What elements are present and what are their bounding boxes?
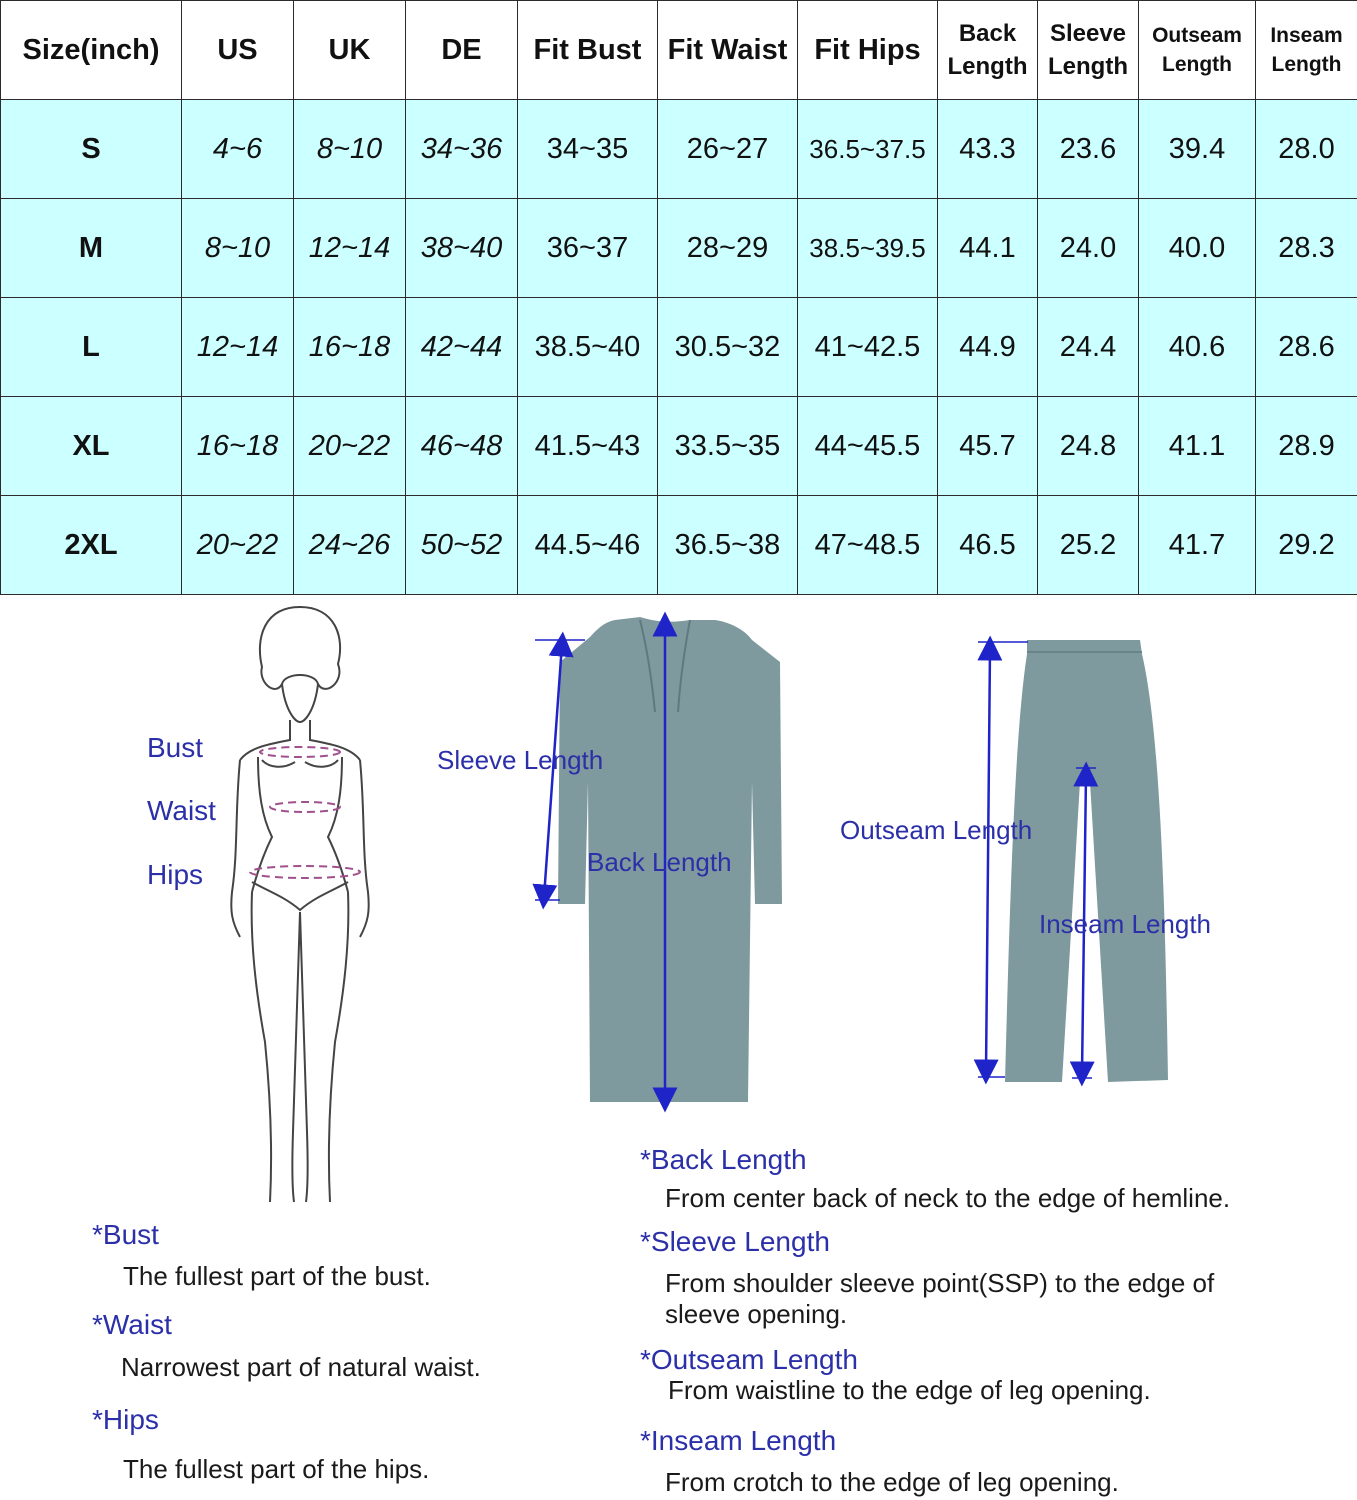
- outseam-length-label: Outseam Length: [840, 815, 1033, 845]
- definition-term-back-length: *Back Length: [640, 1144, 807, 1175]
- body-measurement-lines-icon: [250, 747, 360, 878]
- cell-uk: 20~22: [294, 397, 406, 496]
- cell-back-length: 44.9: [938, 298, 1038, 397]
- cell-fit-bust: 44.5~46: [518, 496, 658, 595]
- cell-outseam-length: 41.1: [1139, 397, 1256, 496]
- cell-back-length: 44.1: [938, 199, 1038, 298]
- cell-inseam-length: 28.0: [1256, 100, 1357, 199]
- cell-fit-bust: 34~35: [518, 100, 658, 199]
- cell-sleeve-length: 23.6: [1038, 100, 1139, 199]
- table-row: [1, 397, 1357, 496]
- waist-label: Waist: [147, 795, 216, 826]
- cell-fit-hips: 36.5~37.5: [798, 100, 938, 199]
- cell-inseam-length: 28.3: [1256, 199, 1357, 298]
- cell-uk: 8~10: [294, 100, 406, 199]
- header-sleeve-length: Sleeve Length: [1038, 1, 1139, 100]
- header-inseam-length: Inseam Length: [1256, 1, 1357, 100]
- table-row: [1, 496, 1357, 595]
- cell-inseam-length: 28.6: [1256, 298, 1357, 397]
- cell-fit-hips: 47~48.5: [798, 496, 938, 595]
- cell-fit-hips: 41~42.5: [798, 298, 938, 397]
- definition-desc-outseam-length: From waistline to the edge of leg opening.: [668, 1375, 1151, 1405]
- sleeve-length-label: Sleeve Length: [437, 745, 604, 775]
- cell-fit-bust: 41.5~43: [518, 397, 658, 496]
- definition-term-bust: *Bust: [92, 1219, 159, 1250]
- definition-term-waist: *Waist: [92, 1309, 172, 1340]
- header-back-length: Back Length: [938, 1, 1038, 100]
- hips-label: Hips: [147, 859, 204, 890]
- cell-sleeve-length: 24.8: [1038, 397, 1139, 496]
- cell-sleeve-length: 24.4: [1038, 298, 1139, 397]
- header-outseam-length: Outseam Length: [1139, 1, 1256, 100]
- bust-label: Bust: [147, 732, 204, 763]
- cell-outseam-length: 39.4: [1139, 100, 1256, 199]
- cell-outseam-length: 40.6: [1139, 298, 1256, 397]
- cell-size: L: [1, 298, 182, 397]
- cell-size: 2XL: [1, 496, 182, 595]
- cell-back-length: 45.7: [938, 397, 1038, 496]
- cell-inseam-length: 28.9: [1256, 397, 1357, 496]
- cell-fit-waist: 36.5~38: [658, 496, 798, 595]
- cell-size: XL: [1, 397, 182, 496]
- cell-fit-waist: 28~29: [658, 199, 798, 298]
- cell-de: 42~44: [406, 298, 518, 397]
- cell-size: S: [1, 100, 182, 199]
- cell-us: 20~22: [182, 496, 294, 595]
- cell-us: 4~6: [182, 100, 294, 199]
- cell-fit-hips: 44~45.5: [798, 397, 938, 496]
- cell-de: 38~40: [406, 199, 518, 298]
- cell-back-length: 46.5: [938, 496, 1038, 595]
- table-row: [1, 100, 1357, 199]
- inseam-length-label: Inseam Length: [1039, 909, 1212, 939]
- cell-sleeve-length: 25.2: [1038, 496, 1139, 595]
- definition-desc-bust: The fullest part of the bust.: [123, 1261, 431, 1291]
- cell-fit-waist: 26~27: [658, 100, 798, 199]
- size-chart-table: [0, 0, 1357, 595]
- cell-back-length: 43.3: [938, 100, 1038, 199]
- back-length-label: Back Length: [587, 847, 732, 877]
- cell-de: 50~52: [406, 496, 518, 595]
- cell-size: M: [1, 199, 182, 298]
- header-fit-bust: Fit Bust: [518, 1, 658, 100]
- cell-fit-waist: 33.5~35: [658, 397, 798, 496]
- definition-desc-hips: The fullest part of the hips.: [123, 1454, 430, 1484]
- table-header-row: [1, 1, 1357, 100]
- definition-desc-back-length: From center back of neck to the edge of hemline.: [665, 1183, 1231, 1213]
- header-de: DE: [406, 1, 518, 100]
- diagram-illustration: [0, 592, 1357, 1212]
- header-uk: UK: [294, 1, 406, 100]
- cell-uk: 12~14: [294, 199, 406, 298]
- cell-uk: 16~18: [294, 298, 406, 397]
- header-fit-hips: Fit Hips: [798, 1, 938, 100]
- cell-sleeve-length: 24.0: [1038, 199, 1139, 298]
- cell-us: 12~14: [182, 298, 294, 397]
- outseam-length-arrow-icon: [986, 648, 990, 1072]
- definition-desc-inseam-length: From crotch to the edge of leg opening.: [665, 1467, 1119, 1497]
- definition-desc-waist: Narrowest part of natural waist.: [121, 1352, 481, 1382]
- definition-desc-sleeve-length: From shoulder sleeve point(SSP) to the edge of sleeve opening.: [665, 1268, 1215, 1329]
- table-row: [1, 199, 1357, 298]
- definition-term-hips: *Hips: [92, 1404, 159, 1435]
- table-row: [1, 298, 1357, 397]
- cell-de: 46~48: [406, 397, 518, 496]
- body-figure-icon: [231, 607, 368, 1202]
- cell-outseam-length: 40.0: [1139, 199, 1256, 298]
- cell-fit-waist: 30.5~32: [658, 298, 798, 397]
- cell-inseam-length: 29.2: [1256, 496, 1357, 595]
- header-size: Size(inch): [1, 1, 182, 100]
- cell-uk: 24~26: [294, 496, 406, 595]
- cell-fit-bust: 36~37: [518, 199, 658, 298]
- cell-fit-hips: 38.5~39.5: [798, 199, 938, 298]
- definition-term-outseam-length: *Outseam Length: [640, 1344, 858, 1375]
- measurement-diagram: [0, 592, 1357, 1212]
- header-fit-waist: Fit Waist: [658, 1, 798, 100]
- cell-outseam-length: 41.7: [1139, 496, 1256, 595]
- cell-us: 16~18: [182, 397, 294, 496]
- cell-de: 34~36: [406, 100, 518, 199]
- pants-garment-icon: [1005, 640, 1168, 1082]
- definition-term-sleeve-length: *Sleeve Length: [640, 1226, 830, 1257]
- definition-term-inseam-length: *Inseam Length: [640, 1425, 837, 1456]
- cell-fit-bust: 38.5~40: [518, 298, 658, 397]
- header-us: US: [182, 1, 294, 100]
- cell-us: 8~10: [182, 199, 294, 298]
